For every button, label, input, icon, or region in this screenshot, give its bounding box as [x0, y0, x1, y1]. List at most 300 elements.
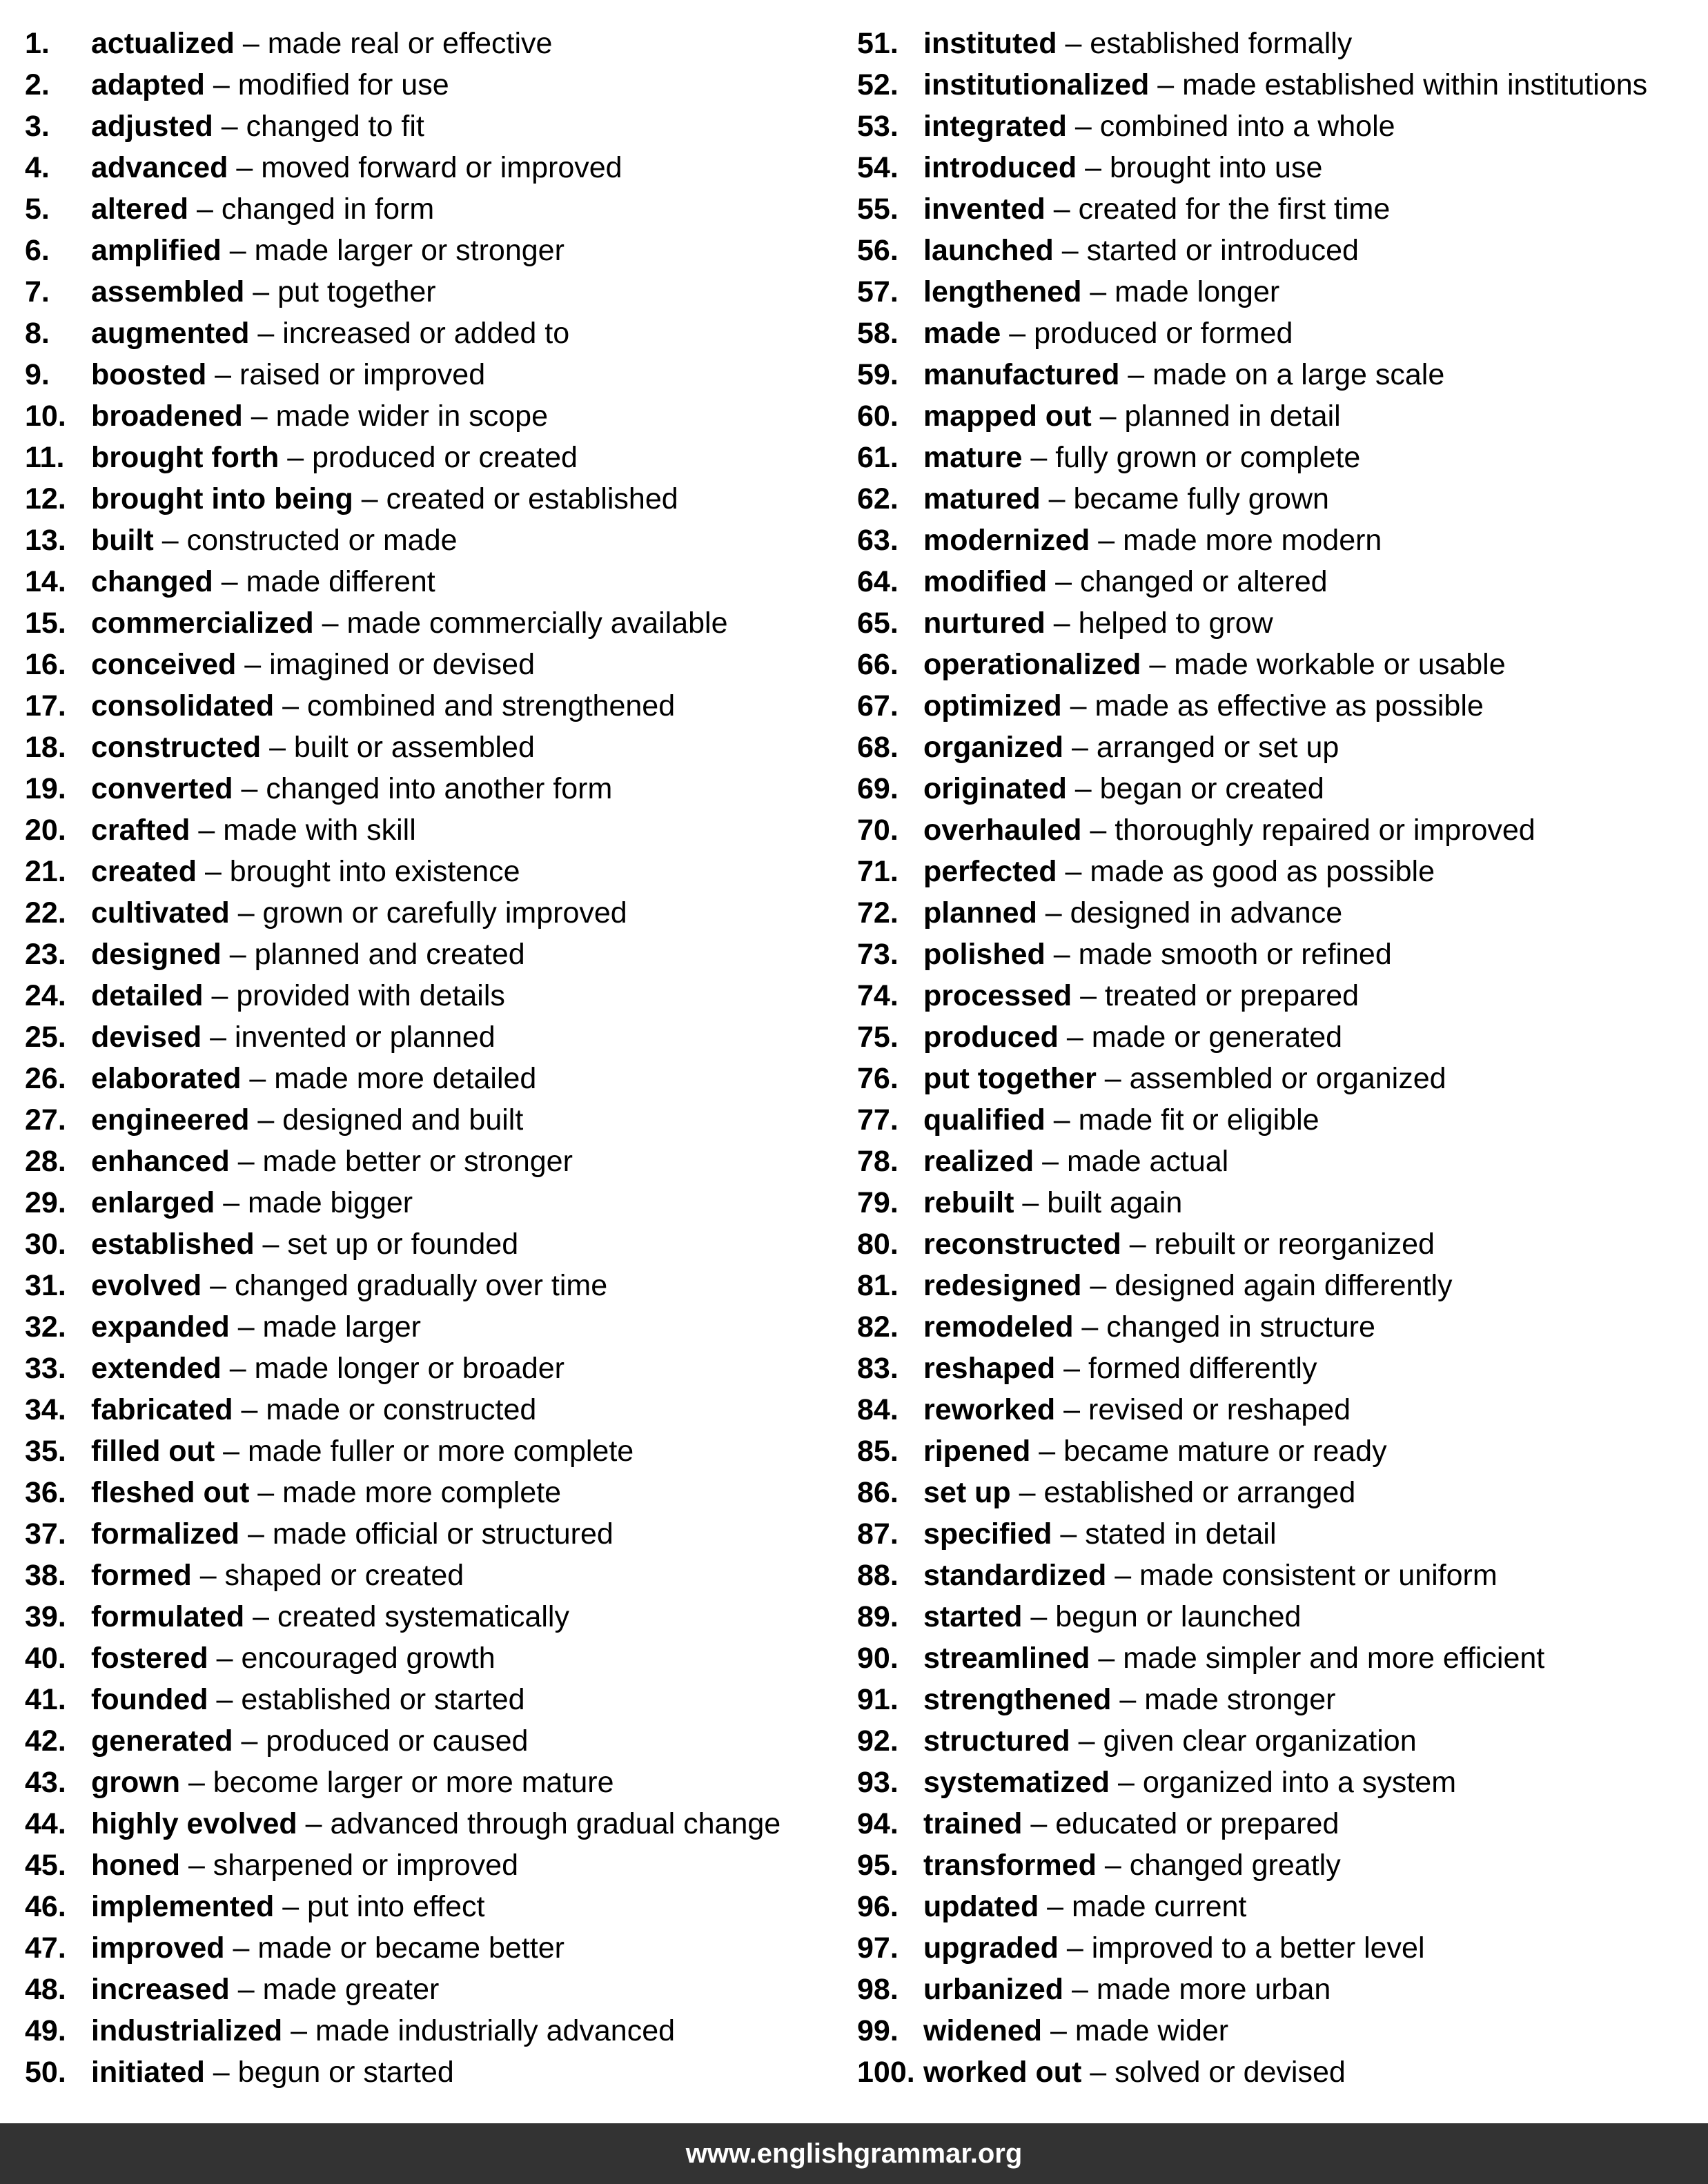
item-number: 78. — [857, 1145, 899, 1178]
item-number: 97. — [857, 1931, 899, 1965]
item-word: transformed — [923, 1849, 1097, 1882]
list-item — [25, 148, 853, 190]
item-number: 50. — [25, 2056, 66, 2089]
item-word: increased — [91, 1973, 230, 2006]
item-word: formulated — [91, 1600, 245, 1633]
item-definition: – put into effect — [282, 1890, 485, 1923]
item-word: updated — [923, 1890, 1039, 1923]
item-definition: – assembled or organized — [1104, 1062, 1446, 1095]
item-definition: – brought into use — [1085, 151, 1323, 184]
item-word: lengthened — [923, 275, 1082, 308]
item-word: consolidated — [91, 689, 275, 722]
item-number: 4. — [25, 151, 50, 184]
list-item — [25, 1556, 853, 1597]
item-number: 36. — [25, 1476, 66, 1509]
item-definition: – changed in structure — [1081, 1310, 1375, 1344]
item-definition: – made more urban — [1072, 1973, 1331, 2006]
list-item — [25, 24, 853, 66]
item-number: 90. — [857, 1642, 899, 1675]
list-item — [857, 852, 1699, 894]
item-number: 49. — [25, 2014, 66, 2047]
item-word: rebuilt — [923, 1186, 1014, 1219]
item-number: 19. — [25, 772, 66, 805]
item-definition: – made larger — [237, 1310, 421, 1344]
item-definition: – produced or created — [287, 441, 578, 474]
item-word: augmented — [91, 317, 250, 350]
item-number: 28. — [25, 1145, 66, 1178]
item-definition: – made commercially available — [322, 607, 728, 640]
item-number: 81. — [857, 1269, 899, 1302]
item-number: 64. — [857, 565, 899, 598]
item-number: 71. — [857, 855, 899, 888]
list-item — [25, 1142, 853, 1183]
item-number: 2. — [25, 68, 50, 101]
item-word: created — [91, 855, 197, 888]
item-word: reconstructed — [923, 1228, 1121, 1261]
item-word: brought forth — [91, 441, 279, 474]
item-word: expanded — [91, 1310, 230, 1344]
item-number: 72. — [857, 896, 899, 929]
item-definition: – made different — [221, 565, 435, 598]
item-number: 11. — [25, 441, 65, 474]
item-definition: – made more detailed — [249, 1062, 537, 1095]
footer-bar — [0, 2123, 1708, 2184]
item-number: 86. — [857, 1476, 899, 1509]
item-number: 27. — [25, 1103, 66, 1137]
item-definition: – made established within institutions — [1157, 68, 1648, 101]
item-word: reshaped — [923, 1352, 1056, 1385]
item-definition: – made longer — [1090, 275, 1280, 308]
list-item — [25, 1101, 853, 1142]
list-item — [857, 894, 1699, 935]
item-number: 58. — [857, 317, 899, 350]
item-definition: – made longer or broader — [229, 1352, 565, 1385]
item-number: 12. — [25, 482, 66, 515]
item-word: strengthened — [923, 1683, 1112, 1716]
item-definition: – planned in detail — [1099, 400, 1341, 433]
item-number: 91. — [857, 1683, 899, 1716]
list-item — [857, 1308, 1699, 1349]
item-definition: – fully grown or complete — [1030, 441, 1361, 474]
list-item — [857, 1887, 1699, 1929]
list-item — [857, 1970, 1699, 2011]
list-item — [25, 1763, 853, 1804]
item-word: realized — [923, 1145, 1034, 1178]
word-list-right-column — [857, 24, 1699, 2094]
item-word: enhanced — [91, 1145, 230, 1178]
list-item — [25, 1349, 853, 1390]
item-number: 76. — [857, 1062, 899, 1095]
list-item — [25, 1183, 853, 1225]
item-word: launched — [923, 234, 1054, 267]
item-definition: – made as good as possible — [1065, 855, 1435, 888]
item-definition: – made fuller or more complete — [223, 1435, 634, 1468]
item-definition: – increased or added to — [257, 317, 570, 350]
item-word: urbanized — [923, 1973, 1064, 2006]
item-definition: – made better or stronger — [237, 1145, 573, 1178]
item-number: 61. — [857, 441, 899, 474]
item-word: initiated — [91, 2056, 205, 2089]
list-item — [25, 521, 853, 562]
item-word: upgraded — [923, 1931, 1059, 1965]
item-number: 89. — [857, 1600, 899, 1633]
item-word: broadened — [91, 400, 243, 433]
item-definition: – started or introduced — [1061, 234, 1359, 267]
item-word: advanced — [91, 151, 228, 184]
item-word: boosted — [91, 358, 207, 391]
item-word: altered — [91, 193, 189, 226]
item-definition: – improved to a better level — [1066, 1931, 1425, 1965]
list-item — [857, 645, 1699, 687]
list-item — [25, 480, 853, 521]
item-definition: – established formally — [1065, 27, 1353, 60]
item-number: 59. — [857, 358, 899, 391]
item-number: 92. — [857, 1724, 899, 1758]
item-definition: – made or became better — [233, 1931, 565, 1965]
item-definition: – changed greatly — [1104, 1849, 1341, 1882]
list-item — [857, 1266, 1699, 1308]
item-definition: – made real or effective — [242, 27, 553, 60]
item-word: specified — [923, 1517, 1052, 1551]
item-number: 63. — [857, 524, 899, 557]
item-number: 30. — [25, 1228, 66, 1261]
list-item — [25, 769, 853, 811]
list-item — [857, 1432, 1699, 1473]
list-item — [857, 273, 1699, 314]
item-word: formalized — [91, 1517, 240, 1551]
list-item — [25, 604, 853, 645]
item-word: manufactured — [923, 358, 1120, 391]
list-item — [25, 976, 853, 1018]
list-item — [857, 1225, 1699, 1266]
item-number: 67. — [857, 689, 899, 722]
item-word: extended — [91, 1352, 222, 1385]
item-word: mapped out — [923, 400, 1092, 433]
item-number: 3. — [25, 110, 50, 143]
item-number: 62. — [857, 482, 899, 515]
item-definition: – made greater — [237, 1973, 440, 2006]
item-word: trained — [923, 1807, 1023, 1840]
item-definition: – made wider in scope — [251, 400, 548, 433]
item-word: overhauled — [923, 814, 1082, 847]
item-definition: – made more modern — [1098, 524, 1382, 557]
item-word: honed — [91, 1849, 180, 1882]
item-definition: – made or constructed — [241, 1393, 537, 1426]
item-definition: – built or assembled — [269, 731, 535, 764]
item-definition: – made simpler and more efficient — [1098, 1642, 1545, 1675]
item-definition: – moved forward or improved — [236, 151, 622, 184]
item-definition: – made workable or usable — [1149, 648, 1506, 681]
list-item — [25, 1390, 853, 1432]
item-number: 82. — [857, 1310, 899, 1344]
item-definition: – made stronger — [1119, 1683, 1336, 1716]
item-number: 44. — [25, 1807, 66, 1840]
item-definition: – built again — [1022, 1186, 1183, 1219]
list-item — [857, 1722, 1699, 1763]
list-item — [857, 107, 1699, 148]
list-item — [857, 1018, 1699, 1059]
item-word: grown — [91, 1766, 180, 1799]
item-number: 84. — [857, 1393, 899, 1426]
item-number: 29. — [25, 1186, 66, 1219]
item-word: amplified — [91, 234, 222, 267]
item-number: 26. — [25, 1062, 66, 1095]
item-word: put together — [923, 1062, 1097, 1095]
list-item — [857, 1183, 1699, 1225]
item-word: designed — [91, 938, 222, 971]
item-definition: – thoroughly repaired or improved — [1090, 814, 1535, 847]
item-definition: – constructed or made — [161, 524, 458, 557]
list-item — [857, 769, 1699, 811]
item-word: constructed — [91, 731, 262, 764]
item-definition: – put together — [253, 275, 436, 308]
item-definition: – formed differently — [1063, 1352, 1317, 1385]
list-item — [25, 1473, 853, 1515]
list-item — [857, 1846, 1699, 1887]
item-definition: – changed in form — [196, 193, 435, 226]
list-item — [25, 1266, 853, 1308]
item-word: reworked — [923, 1393, 1056, 1426]
list-item — [857, 811, 1699, 852]
item-definition: – made on a large scale — [1128, 358, 1445, 391]
item-word: planned — [923, 896, 1037, 929]
item-definition: – modified for use — [213, 68, 449, 101]
item-word: introduced — [923, 151, 1077, 184]
item-word: conceived — [91, 648, 237, 681]
list-item — [857, 1929, 1699, 1970]
item-word: modified — [923, 565, 1048, 598]
item-number: 55. — [857, 193, 899, 226]
list-item — [25, 397, 853, 438]
item-number: 87. — [857, 1517, 899, 1551]
item-number: 45. — [25, 1849, 66, 1882]
list-item — [25, 273, 853, 314]
item-word: optimized — [923, 689, 1062, 722]
item-number: 31. — [25, 1269, 66, 1302]
item-definition: – created systematically — [253, 1600, 569, 1633]
item-definition: – become larger or more mature — [188, 1766, 614, 1799]
list-item — [857, 397, 1699, 438]
item-number: 96. — [857, 1890, 899, 1923]
list-item — [25, 231, 853, 273]
item-number: 77. — [857, 1103, 899, 1137]
item-number: 83. — [857, 1352, 899, 1385]
item-number: 74. — [857, 979, 899, 1012]
item-word: implemented — [91, 1890, 275, 1923]
item-definition: – treated or prepared — [1080, 979, 1359, 1012]
list-item — [25, 107, 853, 148]
list-item — [857, 438, 1699, 480]
item-word: converted — [91, 772, 233, 805]
list-item — [25, 1308, 853, 1349]
item-word: streamlined — [923, 1642, 1090, 1675]
item-word: actualized — [91, 27, 235, 60]
item-number: 21. — [25, 855, 66, 888]
item-number: 43. — [25, 1766, 66, 1799]
list-item — [857, 1597, 1699, 1639]
list-item — [857, 1059, 1699, 1101]
list-item — [25, 852, 853, 894]
item-number: 22. — [25, 896, 66, 929]
item-number: 39. — [25, 1600, 66, 1633]
item-definition: – made industrially advanced — [291, 2014, 676, 2047]
item-number: 53. — [857, 110, 899, 143]
item-word: instituted — [923, 27, 1057, 60]
item-number: 73. — [857, 938, 899, 971]
item-word: redesigned — [923, 1269, 1082, 1302]
item-word: elaborated — [91, 1062, 242, 1095]
item-number: 79. — [857, 1186, 899, 1219]
item-word: nurtured — [923, 607, 1046, 640]
item-number: 52. — [857, 68, 899, 101]
list-item — [857, 1680, 1699, 1722]
list-item — [857, 231, 1699, 273]
item-number: 68. — [857, 731, 899, 764]
list-item — [25, 1059, 853, 1101]
item-word: generated — [91, 1724, 233, 1758]
item-word: enlarged — [91, 1186, 215, 1219]
list-item — [857, 1515, 1699, 1556]
item-word: organized — [923, 731, 1064, 764]
list-item — [857, 2053, 1699, 2094]
item-definition: – made with skill — [198, 814, 416, 847]
item-number: 80. — [857, 1228, 899, 1261]
item-number: 35. — [25, 1435, 66, 1468]
item-word: assembled — [91, 275, 245, 308]
list-item — [25, 1432, 853, 1473]
list-item — [857, 190, 1699, 231]
list-item — [25, 1639, 853, 1680]
item-number: 37. — [25, 1517, 66, 1551]
item-definition: – provided with details — [211, 979, 505, 1012]
item-word: invented — [923, 193, 1046, 226]
item-word: standardized — [923, 1559, 1107, 1592]
item-word: built — [91, 524, 154, 557]
item-definition: – made bigger — [223, 1186, 413, 1219]
item-definition: – invented or planned — [210, 1021, 495, 1054]
item-definition: – established or started — [216, 1683, 525, 1716]
item-number: 14. — [25, 565, 66, 598]
item-word: devised — [91, 1021, 202, 1054]
item-definition: – made as effective as possible — [1070, 689, 1484, 722]
item-word: brought into being — [91, 482, 353, 515]
item-definition: – begun or started — [213, 2056, 454, 2089]
list-item — [857, 355, 1699, 397]
item-number: 15. — [25, 607, 66, 640]
list-item — [25, 66, 853, 107]
item-number: 54. — [857, 151, 899, 184]
item-number: 9. — [25, 358, 50, 391]
list-item — [25, 562, 853, 604]
list-item — [25, 1018, 853, 1059]
list-item — [857, 148, 1699, 190]
item-word: evolved — [91, 1269, 202, 1302]
item-number: 99. — [857, 2014, 899, 2047]
item-definition: – made current — [1047, 1890, 1247, 1923]
item-word: modernized — [923, 524, 1090, 557]
item-definition: – raised or improved — [215, 358, 486, 391]
item-number: 8. — [25, 317, 50, 350]
item-number: 24. — [25, 979, 66, 1012]
list-item — [857, 1390, 1699, 1432]
item-definition: – designed again differently — [1090, 1269, 1453, 1302]
list-item — [25, 2053, 853, 2094]
list-item — [25, 728, 853, 769]
item-word: filled out — [91, 1435, 215, 1468]
item-word: fostered — [91, 1642, 208, 1675]
item-definition: – arranged or set up — [1072, 731, 1339, 764]
item-number: 32. — [25, 1310, 66, 1344]
item-definition: – brought into existence — [204, 855, 520, 888]
item-number: 94. — [857, 1807, 899, 1840]
list-item — [857, 1142, 1699, 1183]
item-number: 18. — [25, 731, 66, 764]
word-list-left-column — [25, 24, 853, 2094]
item-number: 75. — [857, 1021, 899, 1054]
item-definition: – combined into a whole — [1074, 110, 1395, 143]
item-number: 57. — [857, 275, 899, 308]
item-definition: – made or generated — [1066, 1021, 1343, 1054]
list-item — [25, 438, 853, 480]
list-item — [25, 1597, 853, 1639]
item-word: processed — [923, 979, 1072, 1012]
item-definition: – organized into a system — [1118, 1766, 1457, 1799]
list-item — [25, 811, 853, 852]
item-number: 5. — [25, 193, 50, 226]
item-word: highly evolved — [91, 1807, 297, 1840]
item-word: started — [923, 1600, 1023, 1633]
item-definition: – made actual — [1042, 1145, 1229, 1178]
item-word: detailed — [91, 979, 204, 1012]
item-word: polished — [923, 938, 1046, 971]
list-item — [25, 2011, 853, 2053]
item-number: 38. — [25, 1559, 66, 1592]
item-number: 69. — [857, 772, 899, 805]
list-item — [857, 314, 1699, 355]
item-definition: – established or arranged — [1019, 1476, 1356, 1509]
item-definition: – stated in detail — [1060, 1517, 1277, 1551]
item-number: 23. — [25, 938, 66, 971]
item-number: 88. — [857, 1559, 899, 1592]
item-number: 46. — [25, 1890, 66, 1923]
list-item — [25, 1887, 853, 1929]
item-number: 93. — [857, 1766, 899, 1799]
item-definition: – revised or reshaped — [1063, 1393, 1351, 1426]
item-definition: – encouraged growth — [216, 1642, 495, 1675]
item-number: 66. — [857, 648, 899, 681]
list-item — [857, 562, 1699, 604]
item-definition: – made larger or stronger — [229, 234, 565, 267]
list-item — [25, 314, 853, 355]
item-word: widened — [923, 2014, 1043, 2047]
item-word: operationalized — [923, 648, 1141, 681]
item-definition: – created for the first time — [1053, 193, 1391, 226]
list-item — [25, 1515, 853, 1556]
list-item — [25, 687, 853, 728]
list-item — [25, 894, 853, 935]
item-number: 16. — [25, 648, 66, 681]
item-number: 17. — [25, 689, 66, 722]
item-definition: – changed gradually over time — [210, 1269, 608, 1302]
item-definition: – imagined or devised — [244, 648, 535, 681]
item-definition: – made fit or eligible — [1053, 1103, 1319, 1137]
list-item — [25, 1225, 853, 1266]
item-number: 33. — [25, 1352, 66, 1385]
item-word: fleshed out — [91, 1476, 250, 1509]
item-definition: – made official or structured — [248, 1517, 613, 1551]
item-definition: – created or established — [361, 482, 678, 515]
item-definition: – shaped or created — [199, 1559, 464, 1592]
